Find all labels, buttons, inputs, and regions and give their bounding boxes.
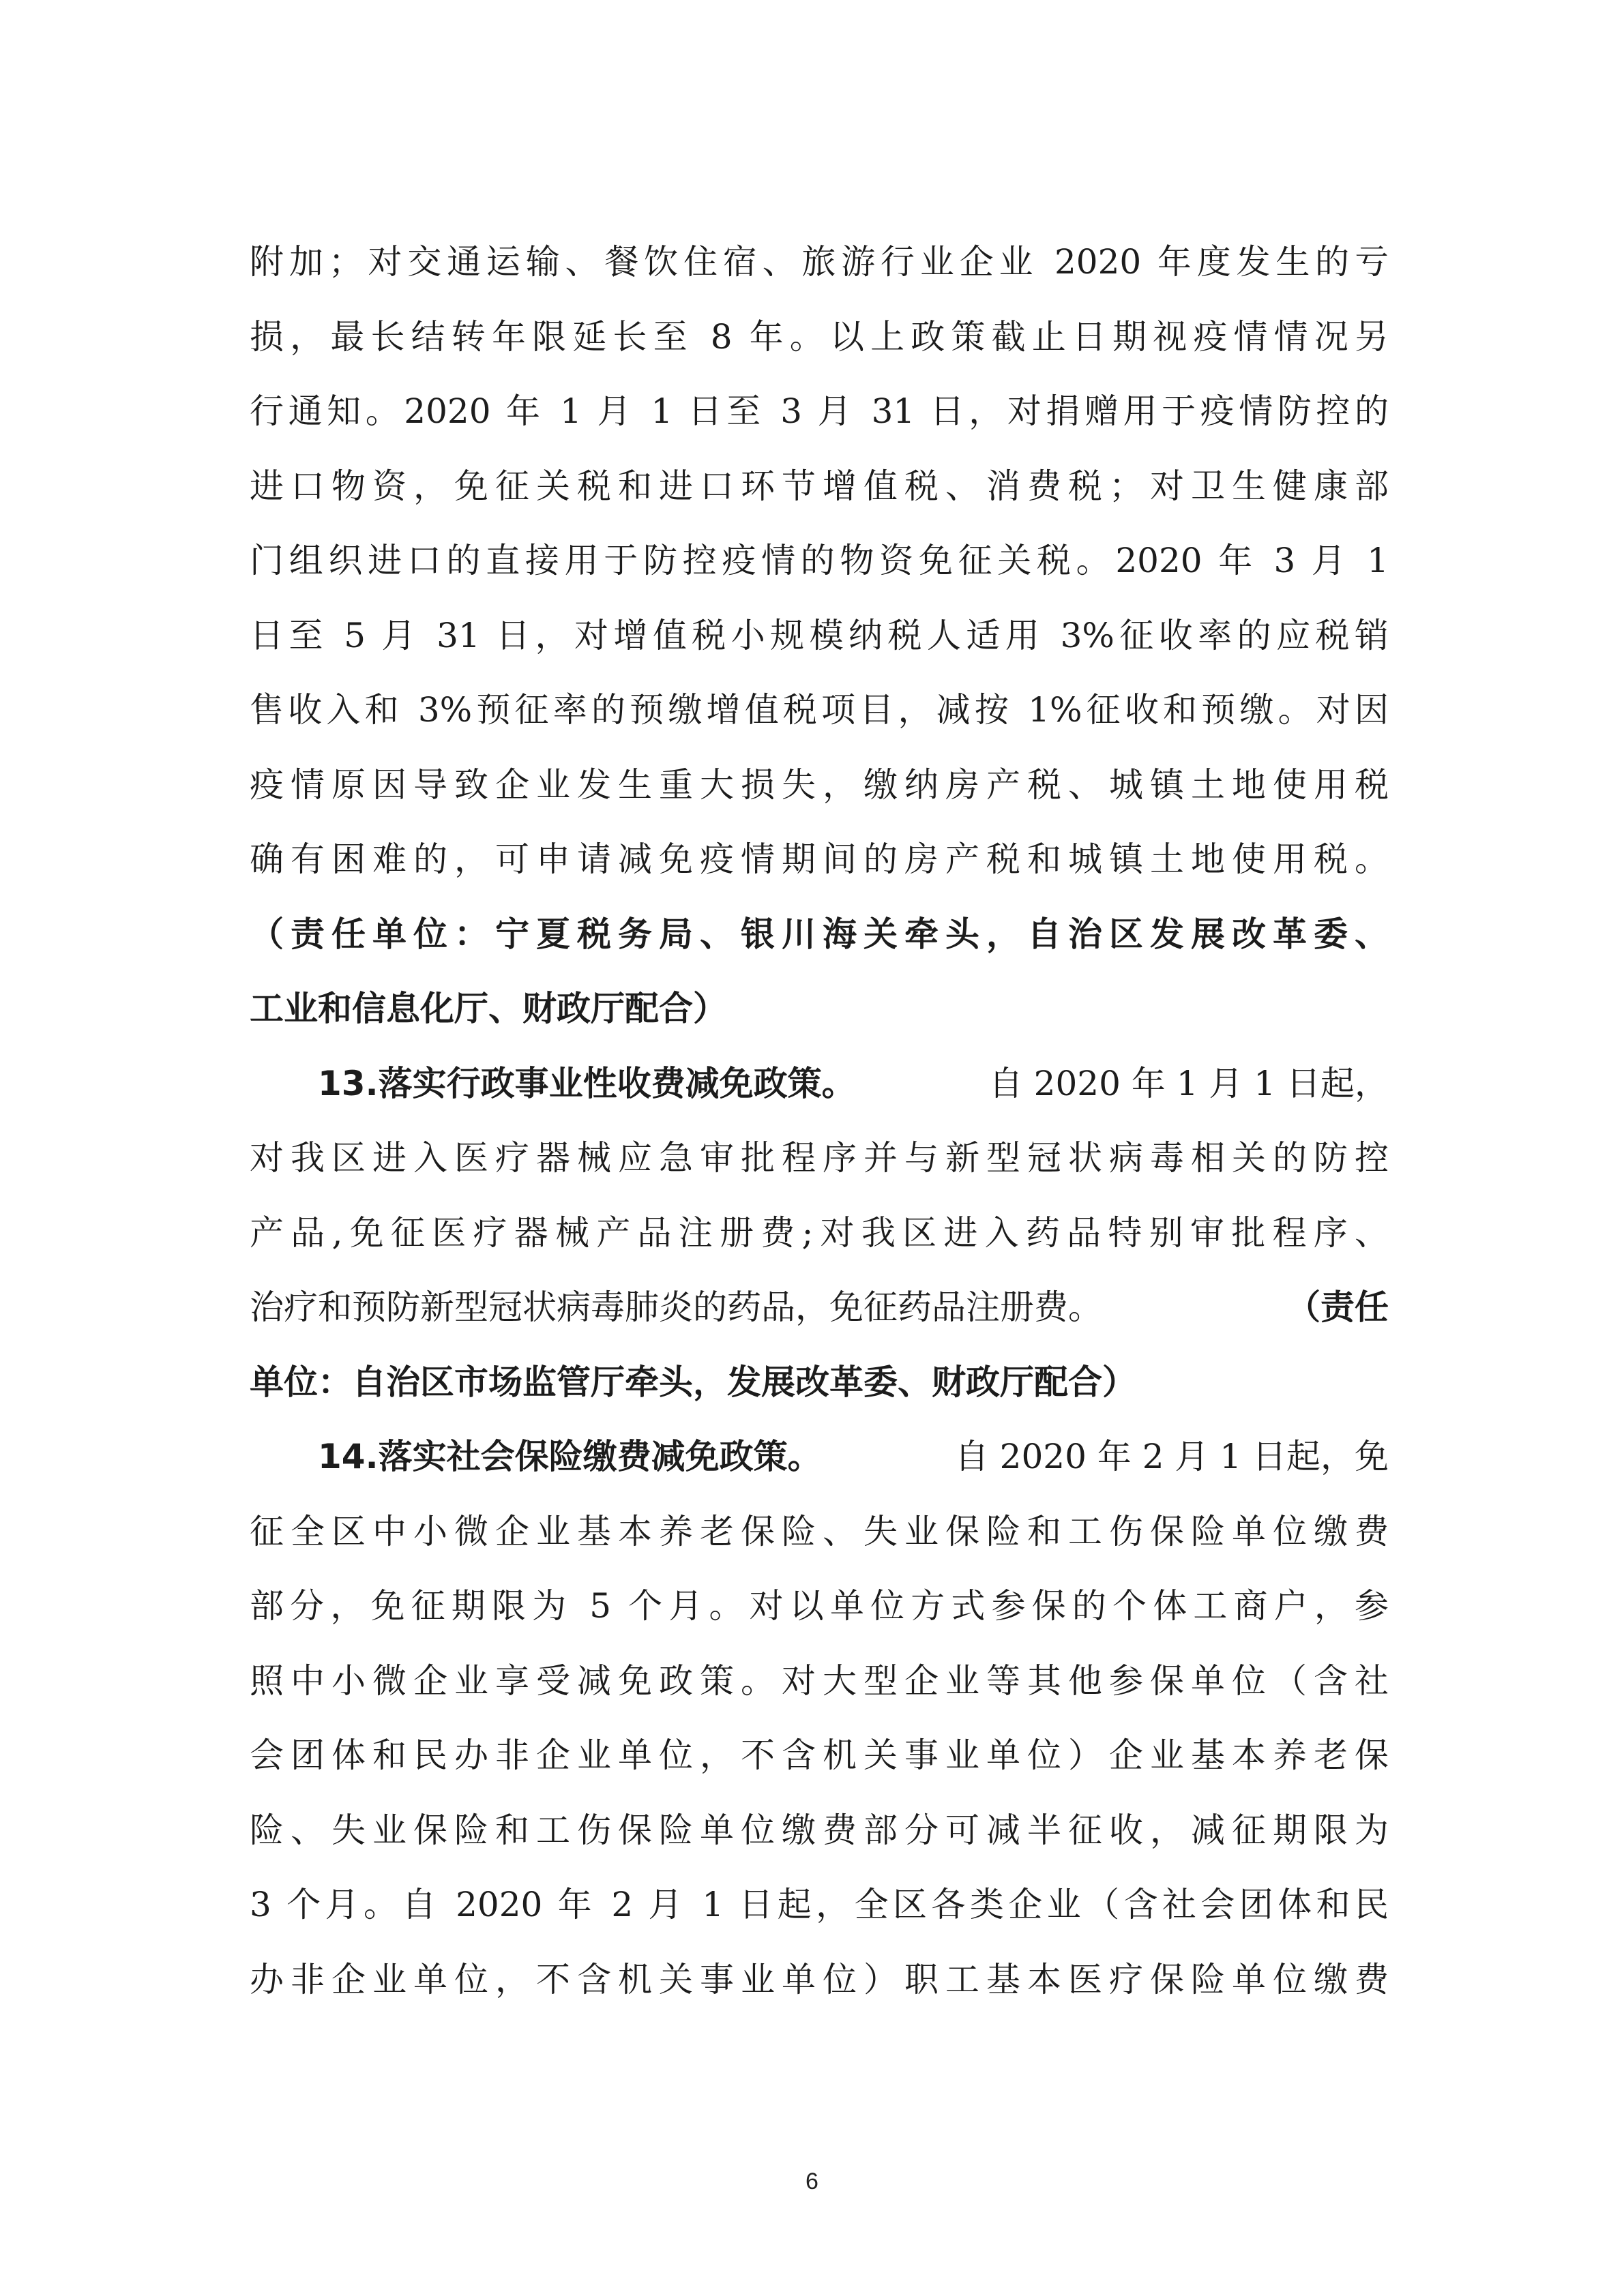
text-line: 附加；对交通运输、餐饮住宿、旅游行业企业 2020 年度发生的亏 xyxy=(250,242,1389,282)
text-line: 对我区进入医疗器械应急审批程序并与新型冠状病毒相关的防控 xyxy=(250,1138,1389,1178)
text-line: 会团体和民办非企业单位，不含机关事业单位）企业基本养老保 xyxy=(250,1735,1389,1775)
text-line: 征全区中小微企业基本养老保险、失业保险和工伤保险单位缴费 xyxy=(250,1511,1389,1551)
text-line: 售收入和 3%预征率的预缴增值税项目，减按 1%征收和预缴。对因 xyxy=(250,690,1389,730)
text-line: 产品,免征医疗器械产品注册费;对我区进入药品特别审批程序、 xyxy=(250,1212,1389,1253)
text-line: 照中小微企业享受减免政策。对大型企业等其他参保单位（含社 xyxy=(250,1660,1389,1701)
responsibility-line: 工业和信息化厅、财政厅配合） xyxy=(250,989,727,1028)
text-line: 治疗和预防新型冠状病毒肺炎的药品，免征药品注册费。 （责任 xyxy=(250,1287,1389,1327)
text-line: 门组织进口的直接用于防控疫情的物资免征关税。2020 年 3 月 1 xyxy=(250,541,1389,580)
text-line: 确有困难的，可申请减免疫情期间的房产税和城镇土地使用税。 xyxy=(250,839,1389,879)
text-line: 险、失业保险和工伤保险单位缴费部分可减半征收，减征期限为 xyxy=(250,1810,1389,1850)
responsibility-line: （责任单位：宁夏税务局、银川海关牵头，自治区发展改革委、 xyxy=(250,914,1389,954)
text-line: 行通知。2020 年 1 月 1 日至 3 月 31 日，对捐赠用于疫情防控的 xyxy=(250,391,1389,431)
text-line: 3 个月。自 2020 年 2 月 1 日起，全区各类企业（含社会团体和民 xyxy=(250,1885,1389,1924)
page-number: 6 xyxy=(806,2168,818,2194)
text-line: 办非企业单位，不含机关事业单位）职工基本医疗保险单位缴费 xyxy=(250,1959,1389,1999)
section-heading-13: 13.落实行政事业性收费减免政策。 自 2020 年 1 月 1 日起， xyxy=(250,1047,1389,1122)
text-line: 疫情原因导致企业发生重大损失，缴纳房产税、城镇土地使用税 xyxy=(250,764,1389,805)
text-line: 进口物资，免征关税和进口环节增值税、消费税；对卫生健康部 xyxy=(250,466,1389,506)
section-title: 14.落实社会保险缴费减免政策。 xyxy=(318,1437,822,1476)
text-line: 部分，免征期限为 5 个月。对以单位方式参保的个体工商户，参 xyxy=(250,1586,1389,1626)
section-heading-14: 14.落实社会保险缴费减免政策。 自 2020 年 2 月 1 日起，免 xyxy=(250,1420,1389,1495)
section-title: 13.落实行政事业性收费减免政策。 xyxy=(318,1063,856,1103)
text-line: 日至 5 月 31 日，对增值税小规模纳税人适用 3%征收率的应税销 xyxy=(250,615,1389,655)
document-body xyxy=(250,225,1389,2017)
responsibility-line: 单位：自治区市场监管厅牵头，发展改革委、财政厅配合） xyxy=(250,1362,1136,1402)
text-line: 损，最长结转年限延长至 8 年。以上政策截止日期视疫情情况另 xyxy=(250,316,1389,357)
